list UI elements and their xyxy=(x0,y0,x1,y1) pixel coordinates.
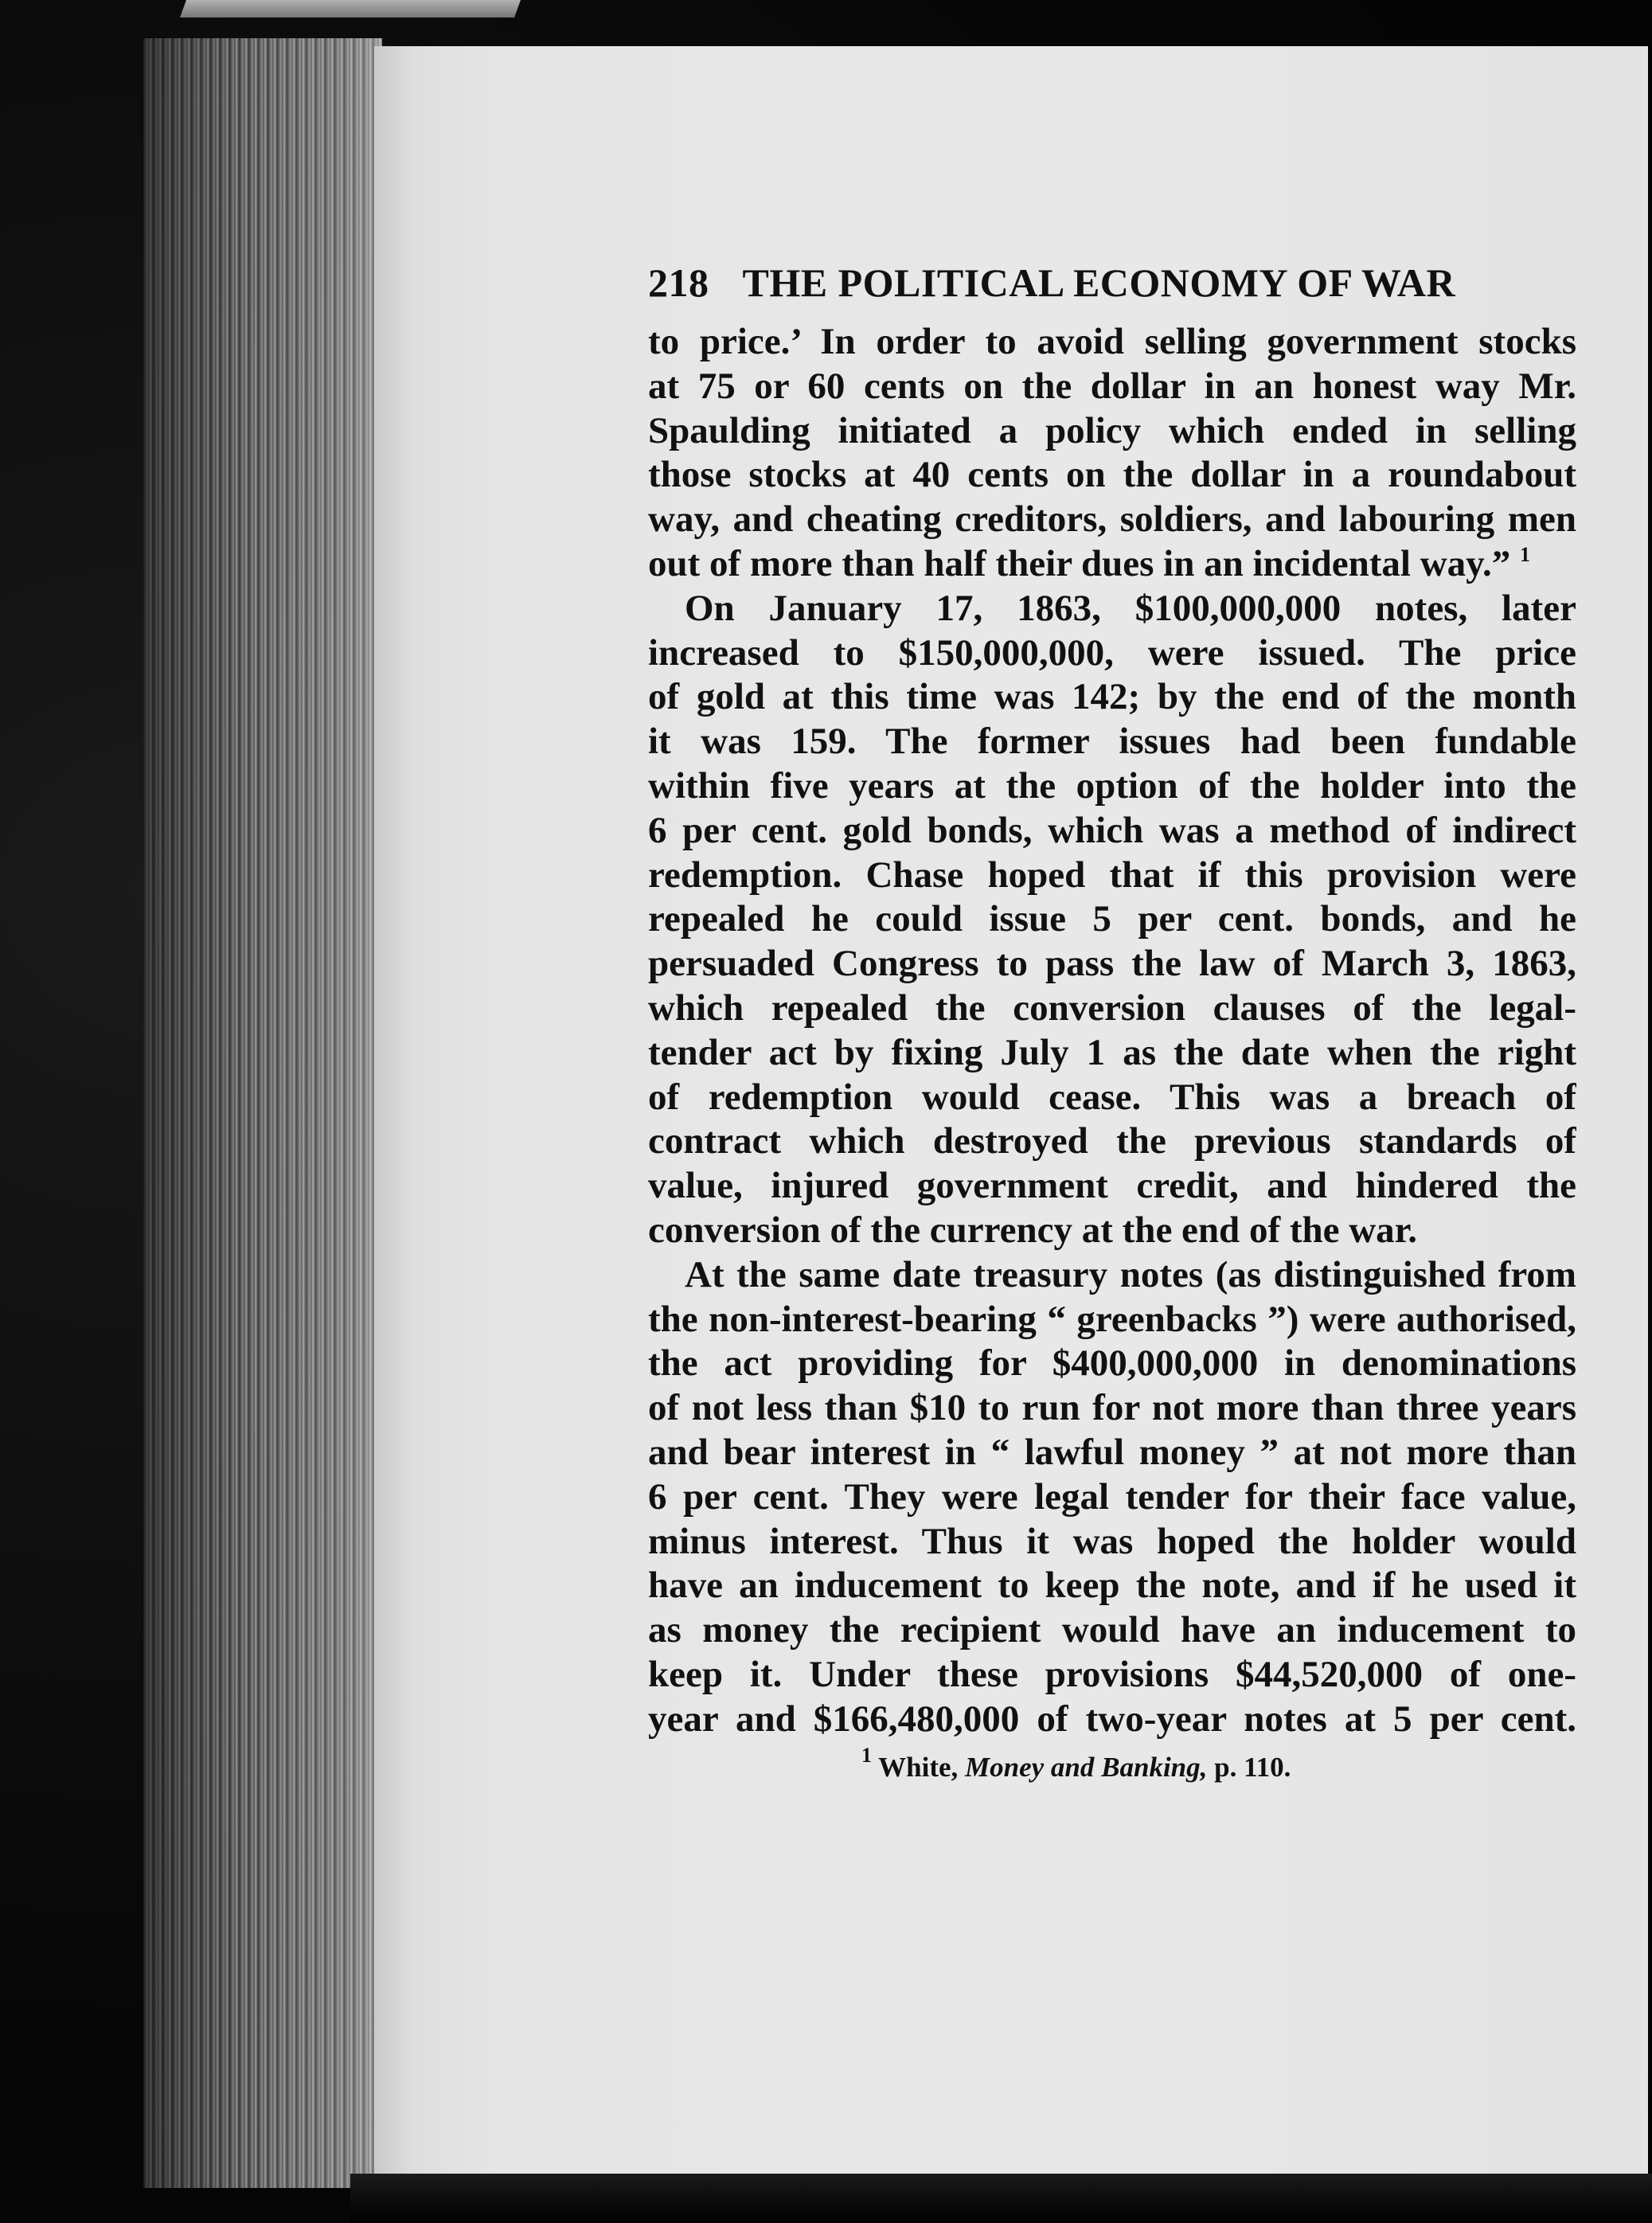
text-line xyxy=(648,1653,1576,1698)
page-text xyxy=(648,260,1576,1788)
page-bottom-shadow xyxy=(350,2174,1652,2223)
text-line xyxy=(648,764,1576,809)
text-line-content: at 75 or 60 cents on the dollar in an honest way Mr. xyxy=(648,365,1576,407)
text-line-content: way, and cheating creditors, soldiers, and labouring men xyxy=(648,498,1576,541)
body-text xyxy=(648,320,1576,1742)
text-line-content: On January 17, 1863, $100,000,000 notes, later xyxy=(685,587,1576,629)
text-line-content: the non-interest-bearing “ greenbacks ”) were authorised, xyxy=(648,1298,1576,1340)
text-line xyxy=(648,1119,1576,1164)
text-line xyxy=(648,1475,1576,1520)
text-line xyxy=(648,1608,1576,1653)
text-line xyxy=(648,320,1576,365)
text-line-content: tender act by fixing July 1 as the date when the right xyxy=(648,1031,1576,1073)
text-line xyxy=(648,1209,1576,1253)
footnote xyxy=(648,1743,1576,1788)
text-line-content: redemption. Chase hoped that if this provision were xyxy=(648,854,1576,896)
text-line-content: to price.’ In order to avoid selling government stocks xyxy=(648,321,1576,362)
text-line-content: and bear interest in “ lawful money ” at not more than xyxy=(648,1431,1576,1473)
text-line xyxy=(648,1253,1576,1298)
text-line xyxy=(648,1698,1576,1742)
text-line xyxy=(648,631,1576,676)
footnote-marker: 1 xyxy=(861,1743,872,1767)
text-line-content: 6 per cent. gold bonds, which was a method of indirect xyxy=(648,809,1576,851)
text-line xyxy=(648,942,1576,986)
text-line-content: the act providing for $400,000,000 in denominations xyxy=(648,1342,1576,1385)
text-line-content: of redemption would cease. This was a breach of xyxy=(648,1076,1576,1118)
text-line-content: increased to $150,000,000, were issued. The price xyxy=(648,631,1576,674)
text-line xyxy=(648,1076,1576,1120)
text-line xyxy=(648,675,1576,720)
text-line-content: year and $166,480,000 of two-year notes at 5 per cent. xyxy=(648,1698,1576,1740)
text-line-content: it was 159. The former issues had been fundable xyxy=(648,721,1576,763)
footnote-reference: 1 xyxy=(1520,542,1531,566)
text-line-content: those stocks at 40 cents on the dollar in a roundabout xyxy=(648,454,1576,496)
text-line xyxy=(648,453,1576,498)
text-line-content: as money the recipient would have an inducement to xyxy=(648,1609,1576,1651)
text-line xyxy=(648,587,1576,631)
text-line xyxy=(648,1342,1576,1386)
running-head xyxy=(648,260,1576,320)
text-line xyxy=(648,720,1576,764)
text-line xyxy=(648,1031,1576,1076)
text-line-content: of not less than $10 to run for not more than three years xyxy=(648,1387,1576,1429)
text-line xyxy=(648,498,1576,542)
text-line-content: within five years at the option of the holder into the xyxy=(648,764,1576,807)
page-number: 218 xyxy=(648,260,709,305)
text-line xyxy=(648,542,1576,587)
text-line xyxy=(648,986,1576,1031)
footnote-author: White, xyxy=(878,1751,959,1783)
text-line-content: repealed he could issue 5 per cent. bonds, and he xyxy=(648,898,1576,940)
text-line-content: out of more than half their dues in an incidental way.” xyxy=(648,542,1511,584)
text-line-content: keep it. Under these provisions $44,520,000 of one- xyxy=(648,1653,1576,1695)
text-line xyxy=(648,1431,1576,1475)
text-line xyxy=(648,1520,1576,1565)
text-line-content: 6 per cent. They were legal tender for their face value, xyxy=(648,1475,1576,1518)
text-line xyxy=(648,1298,1576,1342)
text-line xyxy=(648,1386,1576,1431)
text-line-content: conversion of the currency at the end of the war. xyxy=(648,1209,1417,1251)
text-line xyxy=(648,1564,1576,1608)
text-line xyxy=(648,854,1576,898)
text-line-content: persuaded Congress to pass the law of March 3, 1863, xyxy=(648,943,1576,985)
running-head-title: THE POLITICAL ECONOMY OF WAR xyxy=(742,260,1456,305)
text-line-content: Spaulding initiated a policy which ended in selling xyxy=(648,409,1576,451)
text-line-content: minus interest. Thus it was hoped the holder would xyxy=(648,1520,1576,1562)
text-line-content: contract which destroyed the previous standards of xyxy=(648,1120,1576,1162)
text-line xyxy=(648,897,1576,942)
text-line-content: have an inducement to keep the note, and if he used it xyxy=(648,1565,1576,1607)
text-line xyxy=(648,365,1576,409)
text-line xyxy=(648,1164,1576,1209)
scan-corner-fragment xyxy=(180,0,521,18)
text-line xyxy=(648,809,1576,854)
text-line-content: value, injured government credit, and hindered the xyxy=(648,1165,1576,1207)
text-line-content: At the same date treasury notes (as distinguished from xyxy=(685,1253,1576,1295)
text-line-content: of gold at this time was 142; by the end of the month xyxy=(648,676,1576,718)
text-line-content: which repealed the conversion clauses of the legal- xyxy=(648,986,1576,1029)
footnote-page: p. 110. xyxy=(1214,1751,1291,1783)
text-line xyxy=(648,409,1576,454)
book-page-edges xyxy=(143,38,382,2188)
footnote-title: Money and Banking, xyxy=(965,1751,1208,1783)
